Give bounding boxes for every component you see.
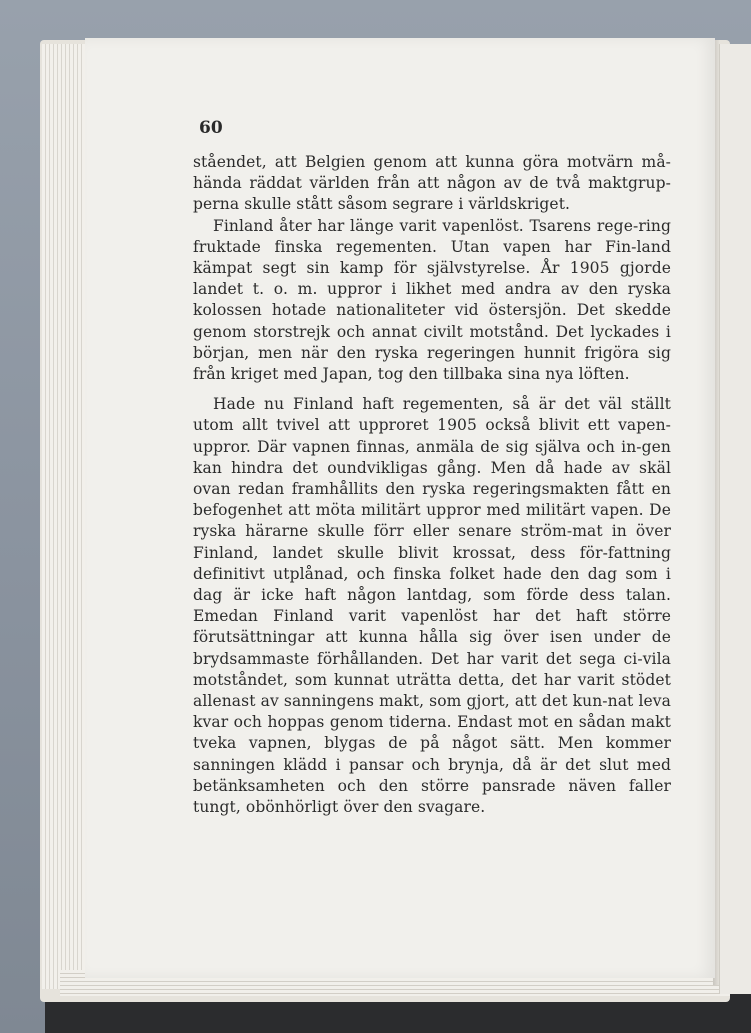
page-number: 60: [199, 118, 223, 138]
facing-page: [719, 44, 751, 994]
page-edges-left: [42, 44, 90, 989]
paragraph-1: ståendet, att Belgien genom att kunna göra motvärn må-hända räddat världen från att någon av de två maktgrup-perna skulle stått såsom segrare i världskriget.: [193, 153, 671, 214]
page-body: [193, 152, 671, 818]
paragraph-3: Hade nu Finland haft regementen, så är det väl ställt utom allt tvivel att upproret 1905 också blivit ett vapen-uppror. Där vapnen finnas, anmäla de sig själva och in-gen kan hindra det oundvikligas gång. Men då hade av skäl ovan redan framhållits den ryska regeringsmakten fått en befogenhet att möta militärt uppror med militärt vapen. De ryska härarne skulle förr eller senare ström-mat in över Finland, landet skulle blivit krossat, dess för-fattning definitivt utplånad, och finska folket hade den dag som i dag är icke haft någon lantdag, som förde dess talan. Emedan Finland varit vapenlöst har det haft större förutsättningar att kunna hålla sig över isen under de brydsammaste förhållanden. Det har varit det sega ci-vila motståndet, som kunnat uträtta detta, det har varit stödet allenast av sanningens makt, som gjort, att det kun-nat leva kvar och hoppas genom tiderna. Endast mot en sådan makt tveka vapnen, blygas de på något sätt. Men kommer sanningen klädd i pansar och brynja, då är det slut med betänksamheten och den större pansrade näven faller tungt, obönhörligt över den svagare.: [193, 395, 671, 817]
paragraph-2: Finland åter har länge varit vapenlöst. Tsarens rege-ring fruktade finska regementen. Utan vapen har Fin-land kämpat segt sin kamp för självstyrelse. År 1905 gjorde landet t. o. m. uppror i likhet med andra av den ryska kolossen hotade nationaliteter vid östersjön. Det skedde genom storstrejk och annat civilt motstånd. Det lyckades i början, men när den ryska regeringen hunnit frigöra sig från kriget med Japan, tog den tillbaka sina nya löften.: [193, 216, 671, 384]
